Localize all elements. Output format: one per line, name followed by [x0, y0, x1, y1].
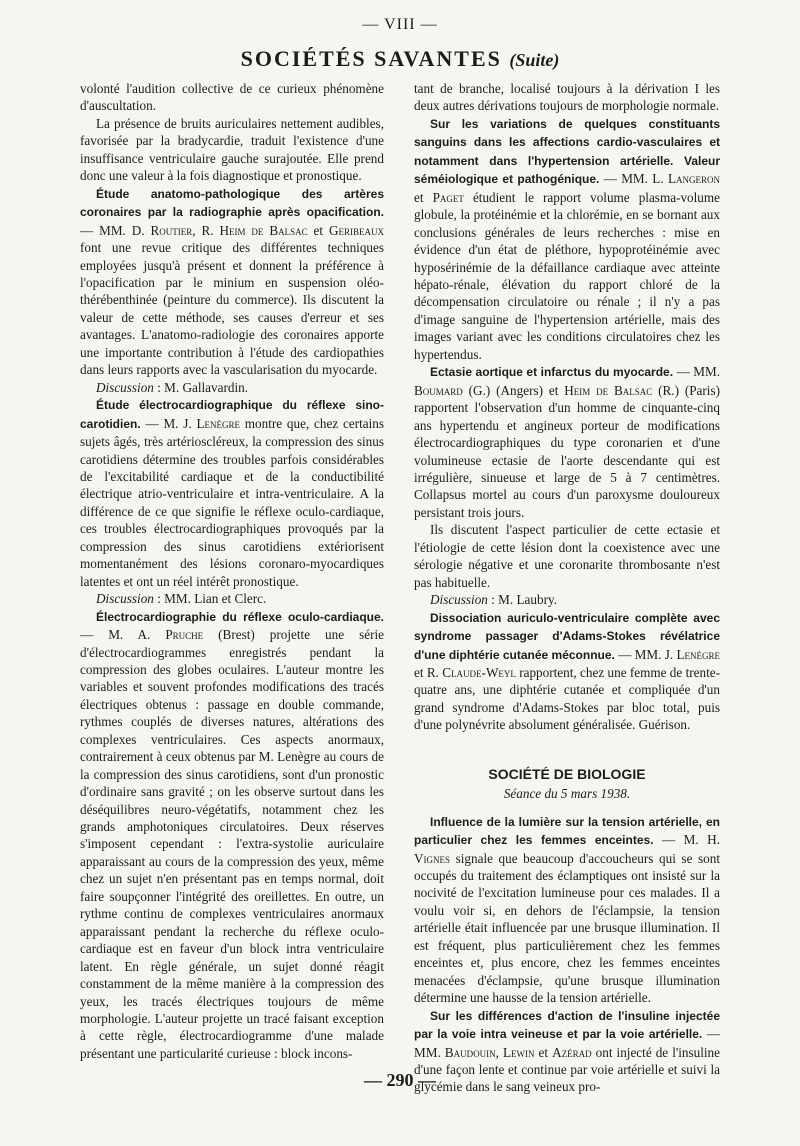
paragraph: La présence de bruits auriculaires nettement audibles, favorisée par la bradycardie, traduit l'existence d'une insuffisance ventriculaire gauche surajoutée. Elle prend donc une valeur à la fois diagnostique et pronostique.: [80, 115, 384, 184]
article-body: signale que beaucoup d'accoucheurs qui se sont occupés du traitement des éclamptiques ont insisté sur la nocivité de l'excitation lumineuse pour ces malades. Il a voulu voir si, en dehors de l'éclampsie, la tension artérielle était influencée par une brusque illumination. Il est fréquent, plus particulièrement chez les femmes enceintes et, plus encore, chez les femmes enceintes menacées d'éclampsie, qu'une brusque illumination détermine une hausse de la tension artérielle.: [414, 850, 720, 1006]
discussion-line: Discussion : MM. Lian et Clerc.: [96, 591, 267, 607]
article-coronary-radiography: Étude anatomo-pathologique des artères coronaires par la radiographie après opacification. — MM. D. Routier, R. Heim de Balsac et Geribeaux font une revue critique des différentes techniques employées jusqu'à présent et donnent la préférence à l'opacification par le minium en suspension oléo-thérébenthinée (peinture du commerce). Ils discutent la valeur de cette méthode, ses causes d'erreur et ses avantages. L'anatomo-radiologie des coronaires apporte une importante contribution à l'étude des cardiopathies dans leurs rapports avec la vascularisation du myocarde.: [80, 186, 384, 378]
author-name: Baudouin: [444, 1044, 496, 1060]
article-body: rapportent, chez une femme de trente-quatre ans, une diphtérie cutanée et compliquée d'un grand syndrome d'Adams-Stokes par bloc total, puis d'une polynévrite absolument généralisée. Guérison.: [414, 664, 720, 733]
author-name: Heim de Balsac: [564, 382, 653, 398]
author-name: Lenègre: [196, 415, 241, 431]
author-name: Pruche: [165, 627, 204, 643]
discussion-label: Discussion: [96, 591, 154, 607]
author-name: R. Heim de Balsac: [201, 222, 308, 238]
paragraph: Ils discutent l'aspect particulier de cette ectasie et l'étiologie de cette lésion dont la coexistence avec une sérologie négative et une coronarite thrombosante n'est pas habituelle.: [414, 522, 720, 590]
article-blood-constituents: Sur les variations de quelques constituants sanguins dans les affections cardio-vasculaires et notamment dans l'hypertension artérielle. Valeur séméiologique et pathogénique. — MM. L. Langeron et Paget étudient le rapport volume plasma-volume globule, la protéinémie et la chlorémie, en se bornant aux conclusions générales de leurs recherches : mise en évidence d'un état de pléthore, hypoprotéinémie avec hyposérinémie de la défaillance cardiaque avec atteinte hépato-rénale, élévation du rapport chloré de la décompensation circulatoire ou rénale ; il n'y a pas d'image sanguine de l'hypertension artérielle, mais des images variant avec les conditions circulatoires chez les hypertendus.: [414, 116, 721, 362]
article-av-dissociation: Dissociation auriculo-ventriculaire complète avec syndrome passager d'Adams-Stokes révélatrice d'une diphtérie cutanée méconnue. — MM. J. Lenègre et R. Claude-Weyl rapportent, chez une femme de trente-quatre ans, une diphtérie cutanée et compliquée d'un grand syndrome d'Adams-Stokes par bloc total, puis d'une polynévrite absolument généralisée. Guérison.: [414, 610, 720, 733]
article-body: (R.) (Paris) rapportent l'observation d'un homme de cinquante-cinq ans hypertendu et angineux porteur de modifications électrocardiographiques du type coronarien et d'une volumineuse ectasie de l'aorte descendante qui est irrégulière, sinueuse et large de 5 à 7 centimètres. Collapsus mortel au cours d'un paroxysme douloureux persistant trois jours.: [414, 382, 720, 520]
right-column: [414, 80, 720, 1096]
article-body: font une revue critique des différentes techniques employées jusqu'à présent et donnent la préférence à l'opacification par le minium en suspension oléo-thérébenthinée (peinture du commerce). Ils discutent la valeur de cette méthode, ses causes d'erreur et ses avantages. L'anatomo-radiologie des coronaires apporte une importante contribution à l'étude des cardiopathies dans leurs rapports avec la vascularisation du myocarde.: [80, 240, 384, 378]
article-sino-carotid: Étude électrocardiographique du réflexe sino-carotidien. — M. J. Lenègre montre que, chez certains sujets âgés, très artérioscléreux, la compression des sinus carotidiens détermine des troubles parfois considérables de l'excitabilité cardiaque et de la conductibilité électrique atrio-ventriculaire et intra-ventriculaire. A la différence de ce que signifie le réflexe oculo-cardiaque, ces troubles électrocardiographiques provoqués par la compression des sinus carotidiens extériorisent momentanément des lésions coronaro-myocardiques latentes et ont un réel intérêt pronostique.: [80, 398, 384, 589]
article-title: Influence de la lumière sur la tension artérielle, en particulier chez les femmes enceintes.: [414, 814, 720, 848]
author-name: Paget: [432, 189, 464, 205]
article-body: ont injecté de l'insuline d'une façon lente et continue par voie artérielle et suivi la glycémie dans le sang veineux pro-: [414, 1044, 720, 1095]
author-name: Boumard: [414, 382, 463, 398]
page-roman-numeral: — VIII —: [362, 16, 438, 33]
article-title: Étude anatomo-pathologique des artères coronaires par la radiographie après opacification.: [80, 186, 384, 220]
article-title: Sur les variations de quelques constituants sanguins dans les affections cardio-vasculaires et notamment dans l'hypertension artérielle. Valeur séméiologique et pathogénique.: [414, 116, 720, 187]
discussion-label: Discussion: [96, 379, 154, 395]
society-heading: SOCIÉTÉ DE BIOLOGIE: [488, 765, 646, 782]
author-name: Geribeaux: [328, 222, 384, 238]
discussion-line: Discussion : M. Gallavardin.: [96, 379, 249, 395]
article-body: (Brest) projette une série d'électrocardiogrammes enregistrés pendant la compression des globes oculaires. L'auteur montre les variables et souvent profondes modifications des tracés électriques obtenus : passage en double commande, rythmes couplés de diverses natures, altérations des complexes ventriculaires. Ces aspects anormaux, contrairement à ceux obtenus par M. Lenègre au cours de la compression des sinus carotidiens, sont d'un pronostic d'ordinaire sans gravité ; on les observe surtout dans les déséquilibres neuro-végétatifs, notamment chez les grands amphotoniques circulatoires. Deux réserves s'imposent cependant : l'extra-systolie auriculaire apparaissant au cours de la compression des yeux, même chez un sujet n'en présentant pas en temps normal, doit faire soupçonner l'intégrité des oreillettes. En outre, un rythme continu de complexes ventriculaires anormaux apparaissant pendant la recherche du réflexe oculo-cardiaque est en faveur d'un block intra ventriculaire latent. En règle générale, un sujet donné réagit constamment de la même manière à la compression des yeux, les tracés électriques toujours de même morphologie. L'auteur projette un tracé faisant exception à cette règle, électrocardiogramme d'une malade présentant une particularité curieuse : block incons-: [80, 627, 384, 1061]
paragraph: volonté l'audition collective de ce curieux phénomène d'auscultation.: [80, 81, 384, 114]
author-name: D. Routier: [131, 222, 193, 238]
title-text: SOCIÉTÉS SAVANTES: [240, 46, 502, 71]
title-suite: (Suite): [509, 50, 560, 70]
article-title: Dissociation auriculo-ventriculaire complète avec syndrome passager d'Adams-Stokes révélatrice d'une diphtérie cutanée méconnue.: [414, 610, 720, 662]
article-body: montre que, chez certains sujets âgés, très artérioscléreux, la compression des sinus carotidiens détermine des troubles parfois considérables de l'excitabilité cardiaque et de la conductibilité électrique atrio-ventriculaire et intra-ventriculaire. A la différence de ce que signifie le réflexe oculo-cardiaque, ces troubles électrocardiographiques provoqués par la compression des sinus carotidiens extériorisent momentanément des lésions coronaro-myocardiques latentes et ont un réel intérêt pronostique.: [80, 415, 384, 589]
article-aortic-ectasia: Ectasie aortique et infarctus du myocarde. — MM. Boumard (G.) (Angers) et Heim de Balsac (R.) (Paris) rapportent l'observation d'un homme de cinquante-cinq ans hypertendu et angineux porteur de modifications électrocardiographiques du type coronarien et d'une volumineuse ectasie de l'aorte descendante qui est irrégulière, sinueuse et large de 5 à 7 centimètres. Collapsus mortel au cours d'un paroxysme douloureux persistant trois jours.: [414, 364, 721, 520]
author-name: Azérad: [552, 1044, 592, 1060]
article-title: Électrocardiographie du réflexe oculo-cardiaque.: [96, 609, 384, 624]
author-name: Vignes: [414, 850, 451, 866]
article-title: Sur les différences d'action de l'insuline injectée par la voie intra veineuse et par la voie artérielle.: [414, 1008, 720, 1042]
article-oculo-cardiac: Électrocardiographie du réflexe oculo-cardiaque. — M. A. Pruche (Brest) projette une série d'électrocardiogrammes enregistrés pendant la compression des globes oculaires. L'auteur montre les variables et souvent profondes modifications des tracés électriques obtenus : passage en double commande, rythmes couplés de diverses natures, altérations des complexes ventriculaires. Ces aspects anormaux, contrairement à ceux obtenus par M. Lenègre au cours de la compression des sinus carotidiens, sont d'un pronostic d'ordinaire sans gravité ; on les observe surtout dans les déséquilibres neuro-végétatifs, notamment chez les grands amphotoniques circulatoires. Deux réserves s'imposent cependant : l'extra-systolie auriculaire apparaissant au cours de la compression des yeux, même chez un sujet n'en présentant pas en temps normal, doit faire soupçonner l'intégrité des oreillettes. En outre, un rythme continu de complexes ventriculaires anormaux apparaissant pendant la recherche du réflexe oculo-cardiaque est en faveur d'un block intra ventriculaire latent. En règle générale, un sujet donné réagit constamment de la même manière à la compression des yeux, les tracés électriques toujours de même morphologie. L'auteur projette un tracé faisant exception à cette règle, électrocardiogramme d'une malade présentant une particularité curieuse : block incons-: [80, 609, 384, 1061]
discussion-label: Discussion: [430, 592, 488, 608]
article-insulin: Sur les différences d'action de l'insuline injectée par la voie intra veineuse et par la voie artérielle. — MM. Baudouin, Lewin et Azérad ont injecté de l'insuline d'une façon lente et continue par voie artérielle et suivi la glycémie dans le sang veineux pro-: [414, 1008, 721, 1095]
article-light-tension: Influence de la lumière sur la tension artérielle, en particulier chez les femmes enceintes. — M. H. Vignes signale que beaucoup d'accoucheurs qui se sont occupés du traitement des éclamptiques ont insisté sur la nocivité de l'excitation lumineuse pour ces malades. Il a voulu voir si, en dehors de l'éclampsie, la tension artérielle était influencée par une brusque illumination. Il est fréquent, plus particulièrement chez les femmes enceintes et, plus encore, chez les femmes enceintes menacées d'éclampsie, qu'une brusque illumination détermine une hausse de la tension artérielle.: [414, 814, 720, 1006]
paragraph: tant de branche, localisé toujours à la dérivation I les deux autres dérivations toujours de morphologie normale.: [414, 81, 720, 114]
session-date: Séance du 5 mars 1938.: [503, 786, 631, 802]
left-column: [80, 80, 384, 1062]
page-title: [0, 46, 800, 72]
discussion-line: Discussion : M. Laubry.: [430, 592, 557, 608]
article-title: Ectasie aortique et infarctus du myocarde.: [430, 365, 674, 380]
page-number: — 290 —: [364, 1070, 436, 1090]
article-body: étudient le rapport volume plasma-volume globule, la protéinémie et la chlorémie, en se bornant aux conclusions générales de leurs recherches : mise en évidence d'un état de pléthore, hypoprotéinémie avec hyposérinémie de la défaillance cardiaque avec atteinte hépato-rénale, élévation du rapport chloré de la décompensation circulatoire ou rénale ; il n'y a pas d'image sanguine de l'hypertension artérielle, mais des images variant avec les conditions circulatoires chez les hypertendus.: [414, 189, 720, 362]
author-name: R. Claude-Weyl: [426, 664, 516, 680]
author-name: J. Lenègre: [664, 646, 720, 662]
author-name: Lewin: [502, 1044, 535, 1060]
author-name: L. Langeron: [652, 171, 721, 187]
article-title: Étude électrocardiographique du réflexe sino-carotidien.: [80, 398, 384, 431]
